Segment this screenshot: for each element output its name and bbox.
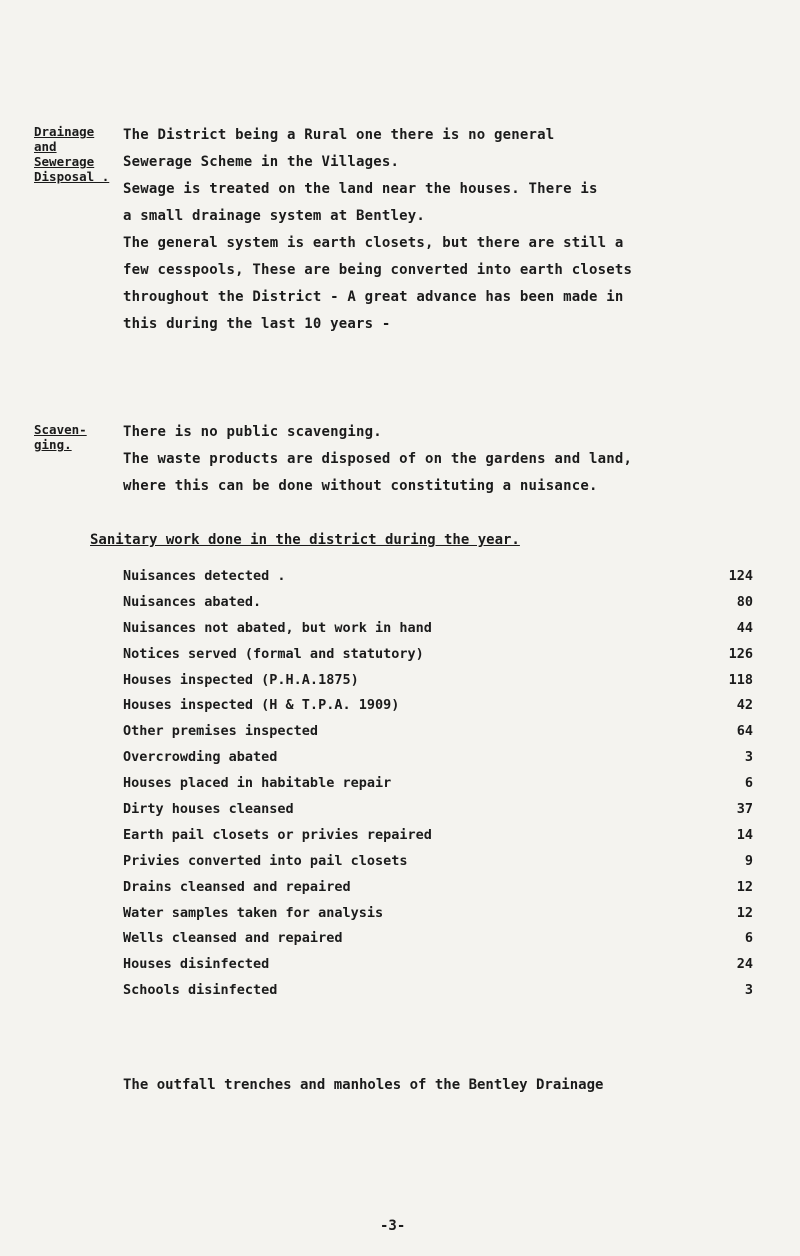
paragraph-line: a small drainage system at Bentley. (123, 208, 426, 224)
table-row (123, 900, 763, 926)
sanitary-work-title: Sanitary work done in the district during the year. (90, 532, 520, 548)
row-value: 80 (736, 593, 753, 610)
row-value: 9 (744, 852, 753, 869)
table-row (123, 667, 763, 693)
row-label: Notices served (formal and statutory) (123, 645, 424, 662)
row-label: Houses placed in habitable repair (123, 775, 392, 792)
row-value: 64 (736, 723, 753, 740)
table-row (123, 951, 763, 977)
row-value: 42 (736, 697, 753, 714)
row-label: Privies converted into pail closets (123, 852, 408, 869)
table-row (123, 744, 763, 770)
paragraph-line: The District being a Rural one there is no general (123, 127, 555, 143)
paragraph-line: Sewage is treated on the land near the houses. There is (123, 181, 598, 197)
paragraph-line: throughout the District - A great advance has been made in (123, 289, 624, 305)
row-value: 6 (744, 775, 753, 792)
row-value: 37 (736, 800, 753, 817)
margin-note-line: Sewerage (34, 154, 95, 169)
row-value: 124 (728, 567, 753, 584)
margin-note-drainage (34, 124, 110, 184)
drainage-paragraph (123, 122, 783, 338)
row-value: 44 (736, 619, 753, 636)
trailing-line: The outfall trenches and manholes of the Bentley Drainage (123, 1077, 604, 1093)
table-row (123, 641, 763, 667)
row-label: Nuisances abated. (123, 593, 262, 610)
margin-note-line: Scaven- (34, 422, 87, 437)
margin-note-line: ging. (34, 437, 72, 452)
row-label: Other premises inspected (123, 723, 319, 740)
row-label: Overcrowding abated (123, 749, 278, 766)
row-label: Dirty houses cleansed (123, 800, 294, 817)
table-row (123, 848, 763, 874)
table-row (123, 925, 763, 951)
margin-note-scavenging (34, 422, 96, 452)
row-label: Schools disinfected (123, 982, 278, 999)
sanitary-work-table (123, 563, 763, 1003)
paragraph-line: few cesspools, These are being converted into earth closets (123, 262, 633, 278)
row-label: Nuisances not abated, but work in hand (123, 619, 432, 636)
row-value: 24 (736, 956, 753, 973)
paragraph-line: Sewerage Scheme in the Villages. (123, 154, 400, 170)
row-label: Houses inspected (H & T.P.A. 1909) (123, 697, 400, 714)
table-row (123, 977, 763, 1003)
table-row (123, 692, 763, 718)
margin-note-line: Drainage (34, 124, 95, 139)
paragraph-line: The general system is earth closets, but there are still a (123, 235, 624, 251)
scavenging-paragraph (123, 419, 783, 500)
row-value: 126 (728, 645, 753, 662)
paragraph-line: There is no public scavenging. (123, 424, 382, 440)
row-label: Houses inspected (P.H.A.1875) (123, 671, 359, 688)
margin-note-line: and (34, 139, 57, 154)
table-row (123, 718, 763, 744)
table-row (123, 822, 763, 848)
table-row (123, 770, 763, 796)
margin-note-line: Disposal . (34, 169, 110, 184)
page-number: -3- (380, 1218, 406, 1234)
row-label: Nuisances detected . (123, 567, 286, 584)
table-row (123, 874, 763, 900)
table-row (123, 615, 763, 641)
row-label: Houses disinfected (123, 956, 270, 973)
table-row (123, 589, 763, 615)
table-row (123, 563, 763, 589)
row-label: Water samples taken for analysis (123, 904, 384, 921)
row-value: 14 (736, 826, 753, 843)
row-value: 6 (744, 930, 753, 947)
row-value: 12 (736, 878, 753, 895)
row-label: Earth pail closets or privies repaired (123, 826, 432, 843)
paragraph-line: this during the last 10 years - (123, 316, 391, 332)
table-row (123, 796, 763, 822)
row-label: Wells cleansed and repaired (123, 930, 343, 947)
row-value: 12 (736, 904, 753, 921)
paragraph-line: where this can be done without constituting a nuisance. (123, 478, 598, 494)
row-value: 3 (744, 982, 753, 999)
row-value: 3 (744, 749, 753, 766)
paragraph-line: The waste products are disposed of on the gardens and land, (123, 451, 633, 467)
row-value: 118 (728, 671, 753, 688)
row-label: Drains cleansed and repaired (123, 878, 351, 895)
